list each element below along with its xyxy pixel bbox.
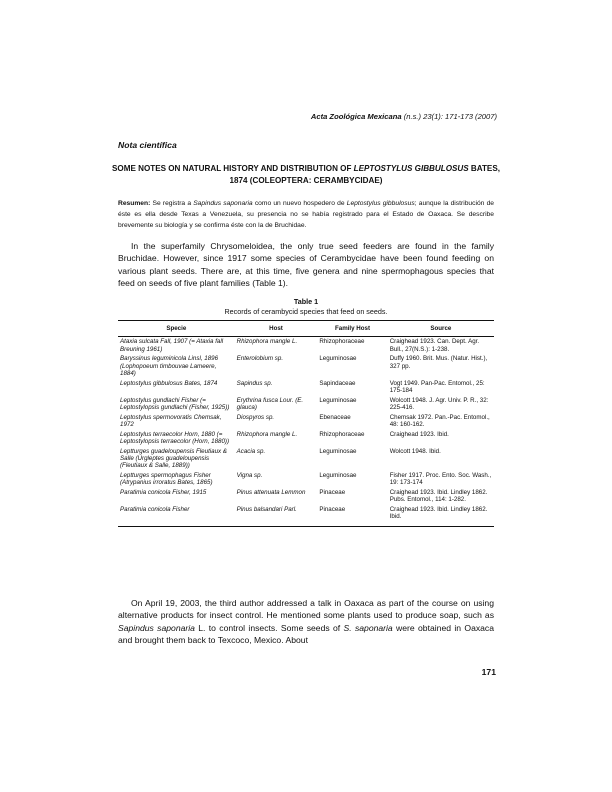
cell-host: Enterolobium sp. (236, 355, 284, 363)
cell-source: Vogt 1949. Pan-Pac. Entomol., 25: 175-184 (389, 379, 485, 395)
intro-text: In the superfamily Chrysomeloidea, the only true seed feeders are found in the family Bruchidae. However, since 1917 some species of Cerambycidae have been found feeding on various plant seeds. There are, at this time, five genera and nine spermophagous species that feed on seeds of five plant families (Table 1). (118, 241, 494, 289)
cell-source: Chemsak 1972. Pan.-Pac. Entomol., 48: 160-162. (389, 413, 490, 428)
header-specie: Specie (118, 321, 235, 337)
cell-specie: Leptostylus terraecolor Horn, 1880 (= Leptostylopsis terraecolor (Horn, 1880)) (120, 430, 230, 445)
cell-specie: Leptostylus gundlachi Fisher (= Leptostylopsis gundlachi (Fisher, 1925)) (120, 396, 230, 411)
table-row (118, 354, 494, 378)
page-number: 171 (481, 667, 496, 677)
cell-family: Sapindaceae (319, 379, 356, 387)
table-row (118, 379, 494, 396)
cell-source: Wolcott 1948. J. Agr. Univ. P. R., 32: 225-416. (389, 396, 489, 411)
abstract-species: Leptostylus gibbulosus (346, 200, 415, 207)
header-host: Host (235, 321, 318, 337)
body-text-1: On April 19, 2003, the third author addressed a talk in Oaxaca as part of the course on using alternative products for insect control. He mentioned some plants used to produce soap, such as (118, 598, 494, 621)
cell-specie: Leptturges guadeloupensis Fleutiaux & Salle (Urgleptes guadeloupensis (Fleutiaux & Salle, 1889)) (120, 447, 227, 470)
cell-source: Craighead 1923. Can. Dept. Agr. Bull., 27(N.S.): 1-238. (389, 338, 480, 353)
cell-host: Acacia sp. (236, 447, 266, 455)
table-row (118, 505, 494, 527)
cell-specie: Paratimia conicola Fisher (118, 505, 235, 527)
cell-family: Leguminosae (319, 355, 357, 363)
title-genus: LEPTOSTYLUS GIBBULOSUS (353, 164, 469, 173)
cell-family: Ebenaceae (319, 413, 351, 421)
cell-specie: Baryssinus leguminicola Linsl, 1896 (Lophopoeum timbouvae Lameere, 1884) (120, 355, 219, 378)
cell-host: Pinus balsandari Parl. (235, 505, 318, 527)
body-text-3: were obtained in Oaxaca and brought them back to Texcoco, Mexico. About (118, 622, 494, 646)
body-italic-2: S. saponaria (343, 622, 393, 633)
cell-specie: Ataxia sulcata Fall, 1907 (= Ataxia fall Breuning 1961) (120, 338, 224, 353)
cell-host: Sapindus sp. (236, 379, 273, 387)
abstract-label: Resumen: (118, 200, 151, 207)
journal-citation (311, 112, 497, 121)
table-caption (118, 297, 494, 317)
table-row (118, 429, 494, 446)
cell-source: Fisher 1917. Proc. Ento. Soc. Wash., 19: 173-174 (389, 471, 492, 487)
cell-host: Erythrina fusca Lour. (E. glauca) (236, 396, 304, 411)
cell-family: Rhizophoraceae (319, 338, 365, 346)
table-number: Table 1 (293, 297, 319, 306)
cell-host: Diospyros sp. (236, 413, 275, 421)
title-part2: BATES, 1874 (COLEOPTERA: CERAMBYCIDAE) (229, 164, 500, 185)
intro-paragraph (118, 240, 494, 290)
cell-specie: Leptostylus spermovoratis Chemsak, 1972 (120, 413, 222, 428)
cell-family: Pinaceae (319, 488, 346, 496)
section-label: Nota científica (118, 140, 177, 150)
abstract-text-3: ; aunque la distribución de éste es ella desde Texas a Venezuela, su presencia no se había registrado para el Estado de Oaxaca. Se describe brevemente su biología y se confirma éste con la de Bruchidae. (118, 200, 495, 229)
cell-source: Craighead 1923. Ibid. Lindley 1862. Pubs. Entomol., 114: 1-282. (389, 488, 488, 504)
title-part1: SOME NOTES ON NATURAL HISTORY AND DISTRIBUTION OF (112, 164, 354, 173)
table-row (118, 488, 494, 505)
abstract-text-2: como un nuevo hospedero de (252, 200, 347, 207)
table-header-row (118, 321, 494, 337)
cell-source: Craighead 1923. Ibid. (389, 430, 449, 438)
cell-family: Leguminosae (319, 447, 357, 455)
table-row (118, 471, 494, 488)
cell-family: Leguminosae (319, 471, 357, 479)
cell-source: Wolcott 1948. Ibid. (389, 447, 441, 455)
cell-family: Rhizophoraceae (319, 430, 365, 438)
body-text-2: L. to control insects. Some seeds of (194, 622, 344, 633)
header-source: Source (388, 321, 494, 337)
body-italic-1: Sapindus saponaria (118, 622, 195, 633)
table-row (118, 446, 494, 470)
cell-host: Rhizophora mangle L. (236, 338, 298, 346)
table-row (118, 412, 494, 429)
cell-specie: Leptturges spermophagus Fisher (Atrypanius irroratus Bates, 1865) (120, 471, 213, 487)
abstract-text-1: Se registra a (150, 200, 194, 207)
records-table (118, 320, 494, 527)
cell-host: Pinus attenuata Lemmon (236, 488, 306, 496)
cell-source: Craighead 1923. Ibid. Lindley 1862. Ibid. (388, 505, 494, 527)
cell-host: Vigna sp. (236, 471, 263, 479)
body-text (118, 597, 494, 647)
table-row (118, 396, 494, 413)
cell-host: Rhizophora mangle L. (236, 430, 298, 438)
cell-family: Pinaceae (317, 505, 387, 527)
cell-specie: Leptostylus gibbulosus Bates, 1874 (120, 379, 218, 387)
article-title (110, 163, 502, 187)
cell-family: Leguminosae (319, 396, 357, 404)
body-paragraph (118, 597, 494, 647)
abstract (118, 199, 494, 231)
table-row (118, 337, 494, 354)
journal-volume: (n.s.) 23(1): 171-173 (2007) (401, 112, 497, 121)
cell-source: Duffy 1960. Brit. Mus. (Natur. Hist.), 327 pp. (389, 355, 488, 370)
header-family-host: Family Host (317, 321, 387, 337)
cell-specie: Paratimia conicola Fisher, 1915 (120, 488, 207, 496)
table-caption-text: Records of cerambycid species that feed on seeds. (224, 307, 388, 316)
journal-name: Acta Zoológica Mexicana (310, 112, 402, 121)
abstract-host: Sapindus saponaria (193, 200, 253, 207)
